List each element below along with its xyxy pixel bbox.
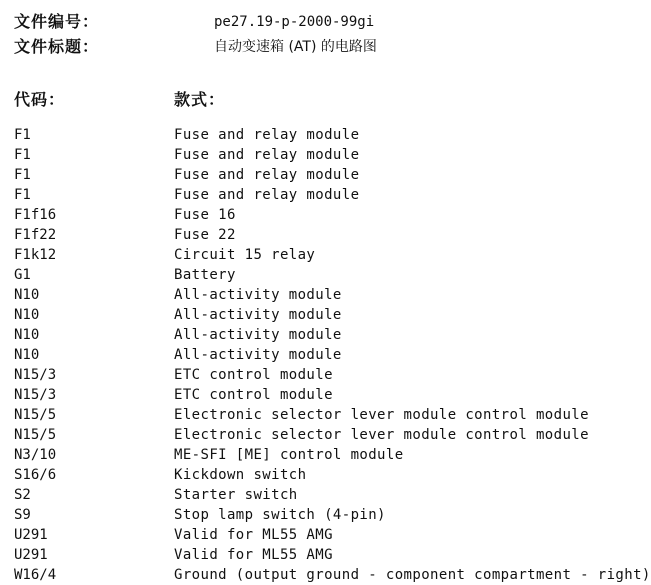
component-description: All-activity module <box>174 307 342 323</box>
table-row <box>0 285 600 305</box>
component-code: N15/5 <box>14 407 57 423</box>
component-description: Starter switch <box>174 487 298 503</box>
component-code: N3/10 <box>14 447 57 463</box>
table-row <box>0 365 600 385</box>
table-row <box>0 345 600 365</box>
component-code: N10 <box>14 287 40 303</box>
component-description: Fuse and relay module <box>174 127 360 143</box>
component-code: N10 <box>14 327 40 343</box>
component-code: G1 <box>14 267 31 283</box>
component-description: Fuse 22 <box>174 227 236 243</box>
component-code: S16/6 <box>14 467 57 483</box>
component-code: N10 <box>14 307 40 323</box>
component-code: W16/4 <box>14 567 57 583</box>
component-description: ME-SFI [ME] control module <box>174 447 404 463</box>
component-code: F1 <box>14 187 31 203</box>
table-row <box>0 425 600 445</box>
component-code: F1 <box>14 147 31 163</box>
table-row <box>0 385 600 405</box>
table-row <box>0 325 600 345</box>
table-row <box>0 185 600 205</box>
table-row <box>0 125 600 145</box>
table-row <box>0 245 600 265</box>
component-code: U291 <box>14 547 48 563</box>
component-code: F1k12 <box>14 247 57 263</box>
table-row <box>0 465 600 485</box>
component-code: N15/5 <box>14 427 57 443</box>
component-description: Valid for ML55 AMG <box>174 547 333 563</box>
component-description: Circuit 15 relay <box>174 247 316 263</box>
table-row <box>0 445 600 465</box>
component-description: Fuse 16 <box>174 207 236 223</box>
code-column-header: 代码： <box>14 90 66 109</box>
component-code: S2 <box>14 487 31 503</box>
table-row <box>0 405 600 425</box>
table-row <box>0 485 600 505</box>
table-row <box>0 525 600 545</box>
table-row <box>0 265 600 285</box>
doc-number-value: pe27.19-p-2000-99gi <box>214 14 375 30</box>
component-description: Battery <box>174 267 236 283</box>
component-code: F1 <box>14 167 31 183</box>
table-row <box>0 545 600 565</box>
table-row <box>0 165 600 185</box>
component-description: All-activity module <box>174 287 342 303</box>
component-description: Fuse and relay module <box>174 187 360 203</box>
component-description: All-activity module <box>174 347 342 363</box>
component-code: F1f16 <box>14 207 57 223</box>
table-row <box>0 205 600 225</box>
component-description: Electronic selector lever module control module <box>174 407 589 423</box>
component-code: S9 <box>14 507 31 523</box>
component-description: Valid for ML55 AMG <box>174 527 333 543</box>
component-code: F1f22 <box>14 227 57 243</box>
doc-title-row <box>14 37 600 57</box>
component-description: Electronic selector lever module control module <box>174 427 589 443</box>
doc-title-value: 自动变速箱 (AT) 的电路图 <box>214 39 377 55</box>
component-description: Stop lamp switch (4-pin) <box>174 507 386 523</box>
component-code: N10 <box>14 347 40 363</box>
table-row <box>0 225 600 245</box>
doc-number-label: 文件编号： <box>14 12 100 31</box>
component-description: Fuse and relay module <box>174 147 360 163</box>
component-description: ETC control module <box>174 367 333 383</box>
component-description: ETC control module <box>174 387 333 403</box>
doc-number-row <box>14 12 600 32</box>
component-code: N15/3 <box>14 387 57 403</box>
component-code: N15/3 <box>14 367 57 383</box>
desc-column-header: 款式： <box>174 90 226 109</box>
component-description: Ground (output ground - component compartment - right) <box>174 567 651 583</box>
component-list <box>0 125 651 585</box>
component-description: Fuse and relay module <box>174 167 360 183</box>
table-row <box>0 145 600 165</box>
doc-title-label: 文件标题： <box>14 37 100 56</box>
component-description: All-activity module <box>174 327 342 343</box>
table-row <box>0 505 600 525</box>
table-row <box>0 565 651 585</box>
component-code: U291 <box>14 527 48 543</box>
table-row <box>0 305 600 325</box>
component-code: F1 <box>14 127 31 143</box>
component-description: Kickdown switch <box>174 467 307 483</box>
